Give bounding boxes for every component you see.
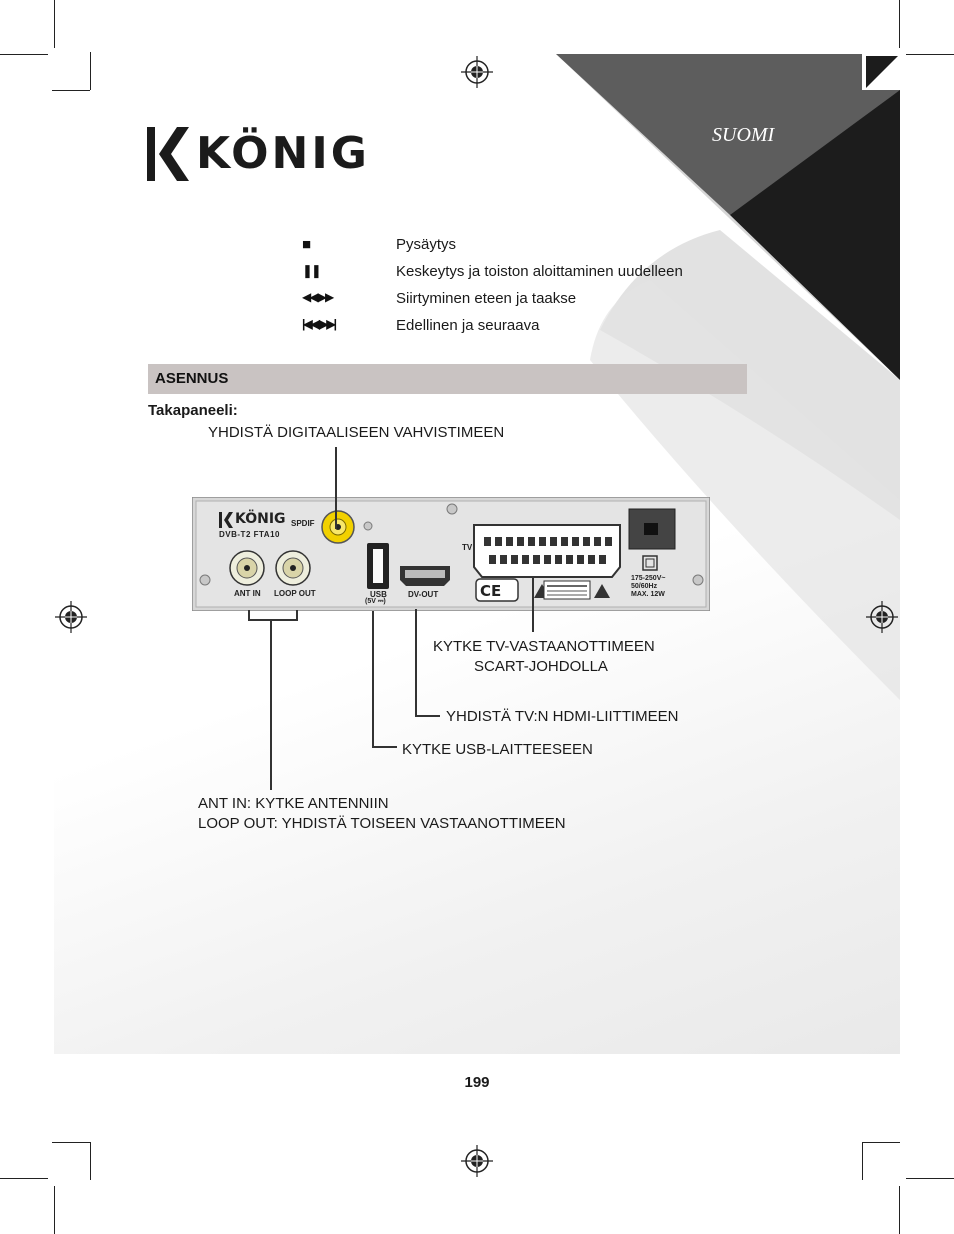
usb-power-label: (5V ⎓) — [365, 598, 386, 605]
section-header-bar — [148, 364, 747, 394]
callout-ant-line1: ANT IN: KYTKE ANTENNIIN — [198, 795, 389, 812]
loop-out-label: LOOP OUT — [274, 589, 316, 598]
control-label-skip: Edellinen ja seuraava — [396, 317, 540, 334]
leader-line-scart — [532, 577, 534, 632]
leader-line-hdmi — [415, 609, 417, 717]
usb-label: USB — [370, 590, 387, 599]
crop-mark — [906, 54, 954, 55]
registration-mark-icon — [461, 1145, 493, 1177]
device-logo-icon — [219, 512, 233, 528]
registration-mark-icon — [55, 601, 87, 633]
leader-line-hdmi-h — [415, 715, 440, 717]
crop-mark — [899, 0, 900, 48]
registration-mark-icon — [461, 56, 493, 88]
crop-mark — [52, 90, 90, 91]
crop-mark — [862, 1142, 863, 1180]
tv-label: TV — [462, 543, 473, 552]
power-frequency: 50/60Hz — [631, 583, 658, 590]
crop-mark — [899, 1186, 900, 1234]
crop-mark — [862, 1142, 900, 1143]
callout-usb: KYTKE USB-LAITTEESEEN — [402, 741, 593, 758]
power-rating: 175-250V~ — [631, 575, 666, 582]
crop-mark — [90, 1142, 91, 1180]
rewind-forward-icon: ◀◀ ▶▶ — [302, 290, 333, 304]
crop-mark — [0, 1178, 48, 1179]
konig-logo-icon — [147, 127, 189, 181]
section-subtitle: Takapaneeli: — [148, 402, 238, 419]
leader-line-ant — [270, 620, 272, 790]
crop-mark — [90, 52, 91, 90]
language-label: SUOMI — [712, 124, 775, 146]
crop-mark — [54, 0, 55, 48]
stop-icon: ■ — [302, 236, 312, 253]
previous-next-icon: |◀◀ ▶▶| — [302, 317, 335, 331]
crop-mark — [52, 1142, 90, 1143]
section-title: ASENNUS — [155, 370, 229, 387]
crop-mark — [0, 54, 48, 55]
callout-ant-line2: LOOP OUT: YHDISTÄ TOISEEN VASTAANOTTIMEEN — [198, 815, 566, 832]
leader-line-usb-h — [372, 746, 397, 748]
control-label-seek: Siirtyminen eteen ja taakse — [396, 290, 577, 307]
leader-line-usb — [372, 611, 374, 748]
leader-line-spdif — [335, 447, 337, 529]
callout-scart-line1: KYTKE TV-VASTAANOTTIMEEN — [433, 638, 655, 655]
page-number: 199 — [464, 1074, 490, 1091]
device-model: DVB-T2 FTA10 — [219, 530, 280, 539]
leader-bracket-ant — [248, 619, 298, 621]
svg-text:CE: CE — [480, 582, 502, 600]
callout-digital-amp: YHDISTÄ DIGITAALISEEN VAHVISTIMEEN — [208, 424, 505, 441]
leader-bracket-ant-l — [248, 610, 250, 620]
pause-icon: ❚❚ — [302, 263, 320, 278]
callout-scart-line2: SCART-JOHDOLLA — [474, 658, 608, 675]
crop-mark — [906, 1178, 954, 1179]
device-brand: KÖNIG — [235, 511, 286, 527]
dv-out-label: DV-OUT — [408, 590, 439, 599]
callout-hdmi: YHDISTÄ TV:N HDMI-LIITTIMEEN — [446, 708, 679, 725]
crop-mark — [54, 1186, 55, 1234]
leader-bracket-ant-r — [296, 610, 298, 620]
registration-mark-icon — [866, 601, 898, 633]
brand-name: KÖNIG — [196, 128, 370, 179]
control-label-stop: Pysäytys — [396, 236, 457, 253]
spdif-label: SPDIF — [291, 519, 315, 528]
power-max: MAX. 12W — [631, 591, 665, 598]
control-label-pause: Keskeytys ja toiston aloittaminen uudelleen — [396, 263, 683, 280]
ant-in-label: ANT IN — [234, 589, 261, 598]
